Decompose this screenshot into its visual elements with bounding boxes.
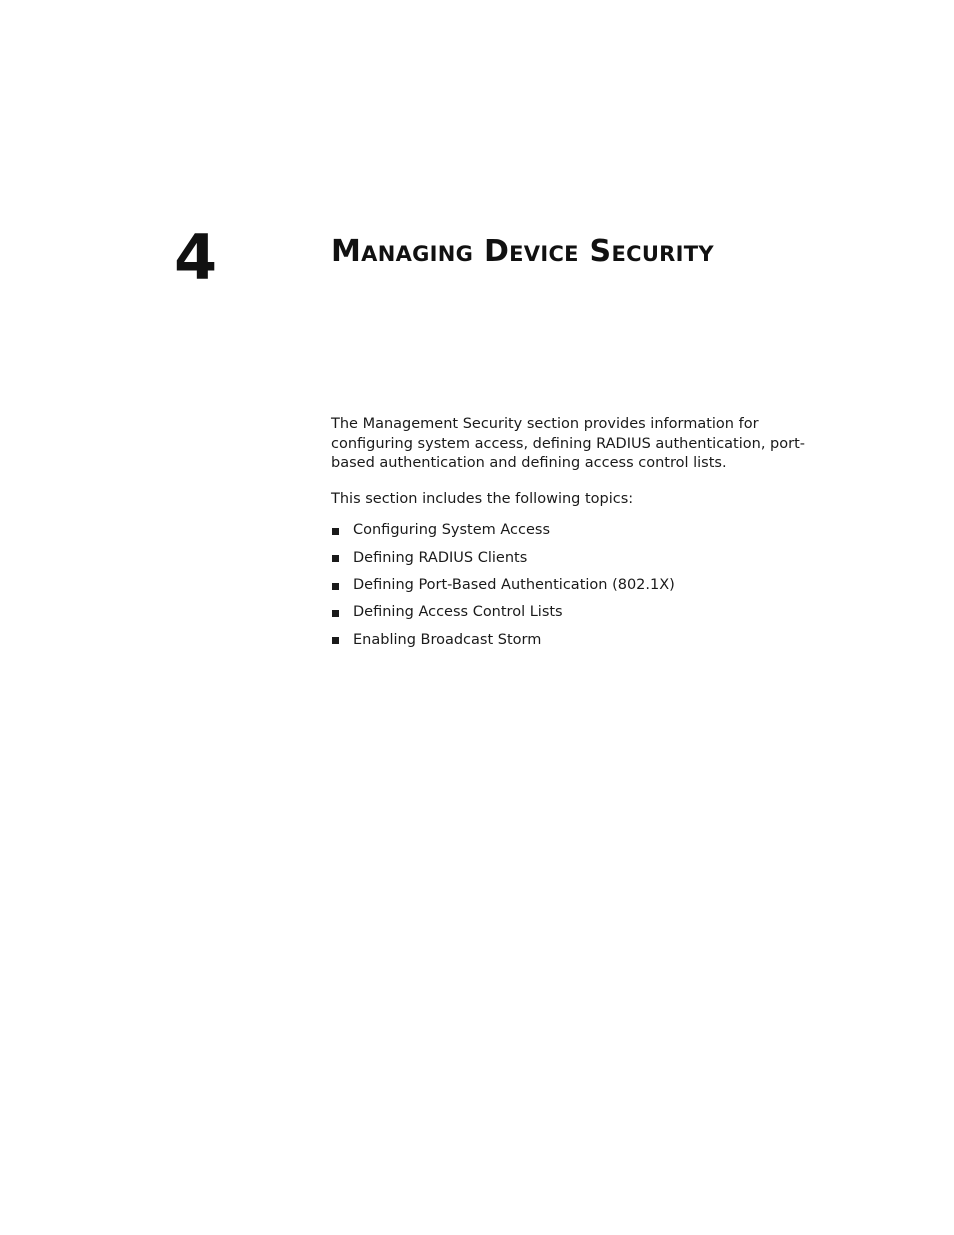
square-bullet-icon <box>332 528 339 535</box>
list-item <box>331 571 841 598</box>
topic-label: Defining Access Control Lists <box>353 604 563 621</box>
topic-label: Defining RADIUS Clients <box>353 549 528 566</box>
square-bullet-icon <box>332 637 339 644</box>
square-bullet-icon <box>332 583 339 590</box>
topic-list <box>331 517 841 653</box>
list-item <box>331 599 841 626</box>
chapter-title: Managing Device Security <box>331 234 714 269</box>
square-bullet-icon <box>332 610 339 617</box>
intro-paragraph: The Management Security section provides information for configuring system access, defining RADIUS authentication, port-based authentication and defining access control lists. <box>331 416 805 472</box>
topic-label: Defining Port-Based Authentication (802.1X) <box>353 577 675 594</box>
topic-label: Configuring System Access <box>353 522 551 539</box>
list-item <box>331 544 841 571</box>
topics-lead: This section includes the following topics: <box>331 491 634 508</box>
list-item <box>331 626 841 653</box>
chapter-body <box>331 415 841 653</box>
chapter-number: 4 <box>174 221 218 294</box>
topic-label: Enabling Broadcast Storm <box>353 631 542 648</box>
square-bullet-icon <box>332 555 339 562</box>
list-item <box>331 517 841 544</box>
